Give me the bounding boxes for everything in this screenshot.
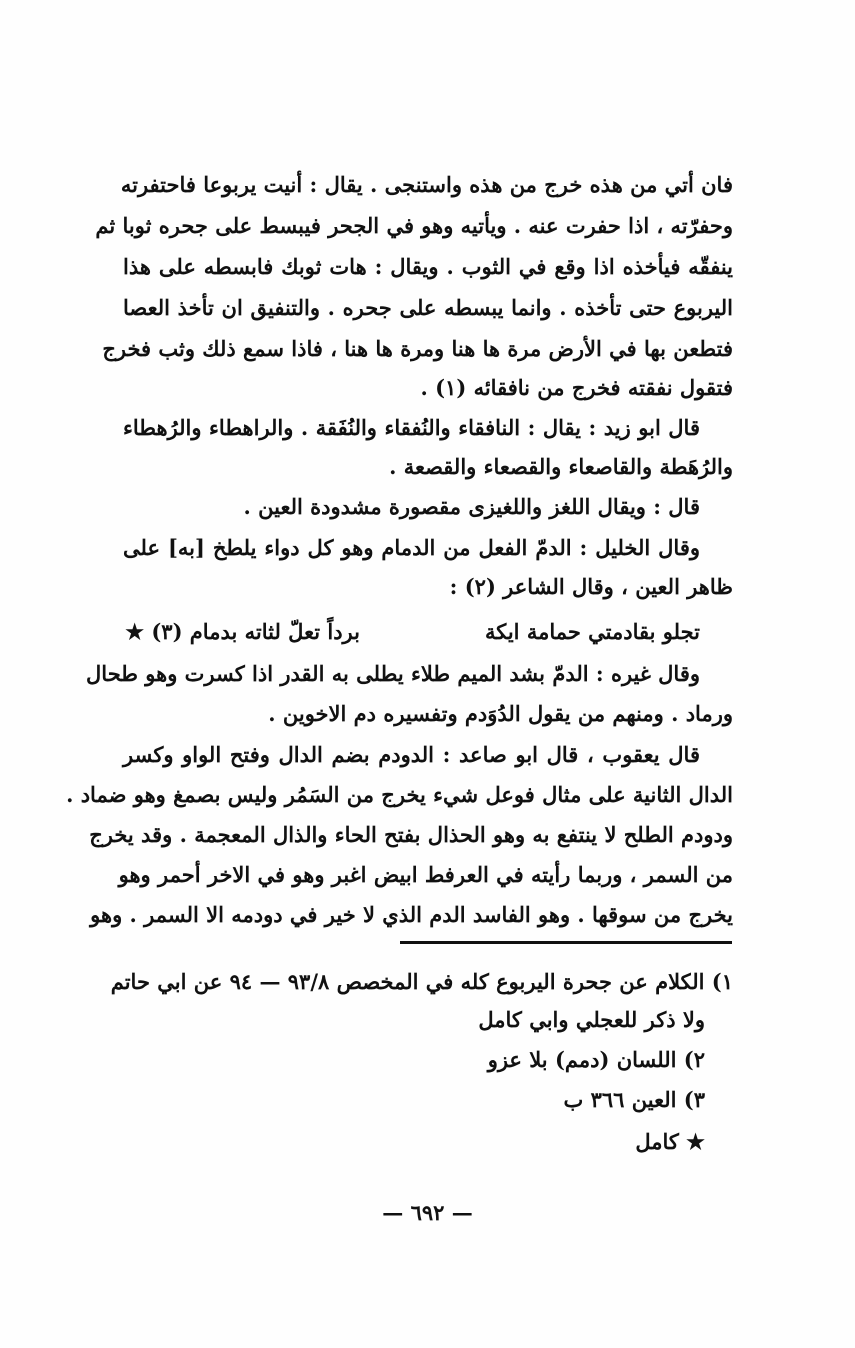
text-line-3: ينفقّه فيأخذه اذا وقع في الثوب . ويقال : هات ثوبك فابسطه على هذا bbox=[123, 254, 733, 279]
verse-hemistich-2: برداً تعلّ لثاته بدمام (٣) ★ bbox=[125, 619, 360, 644]
text-line-9: قال : ويقال اللغز واللغيزى مقصورة مشدودة العين . bbox=[243, 494, 700, 519]
text-line-6: فتقول نفقته فخرج من نافقائه (١) . bbox=[420, 375, 733, 400]
verse-hemistich-1: تجلو بقادمتي حمامة ايكة bbox=[484, 619, 700, 644]
text-line-18: يخرج من سوقها . وهو الفاسد الدم الذي لا خير في دودمه الا السمر . وهو bbox=[90, 902, 733, 927]
text-line-17: من السمر ، وربما رأيته في العرفط ابيض اغبر وهو في الاخر أحمر وهو bbox=[118, 862, 733, 887]
text-line-11: ظاهر العين ، وقال الشاعر (٢) : bbox=[449, 574, 733, 599]
text-line-10: وقال الخليل : الدمّ الفعل من الدمام وهو كل دواء يلطخ [به] على bbox=[123, 535, 700, 560]
footnote-2: ٢) اللسان (دمم) بلا عزو bbox=[487, 1047, 705, 1072]
text-line-16: ودودم الطلح لا ينتفع به وهو الحذال بفتح الحاء والذال المعجمة . وقد يخرج bbox=[89, 822, 733, 847]
text-line-14: قال يعقوب ، قال ابو صاعد : الدودم بضم الدال وفتح الواو وكسر bbox=[123, 742, 700, 767]
text-line-4: اليربوع حتى تأخذه . وانما يبسطه على جحره . والتنفيق ان تأخذ العصا bbox=[123, 295, 733, 320]
poetry-verse bbox=[110, 612, 700, 652]
footnote-separator bbox=[400, 941, 732, 944]
page-number: — ٦٩٢ — bbox=[382, 1200, 473, 1225]
text-line-1: فان أتي من هذه خرج من هذه واستنجى . يقال : أنيت يربوعا فاحتفرته bbox=[120, 172, 733, 197]
text-line-2: وحفرّته ، اذا حفرت عنه . ويأتيه وهو في الجحر فيبسط على جحره ثوبا ثم bbox=[95, 213, 733, 238]
footnote-1: ١) الكلام عن جحرة اليربوع كله في المخصص ٩٣/٨ — ٩٤ عن ابي حاتم bbox=[110, 969, 733, 994]
footnote-3: ٣) العين ٣٦٦ ب bbox=[563, 1087, 705, 1112]
text-line-12: وقال غيره : الدمّ بشد الميم طلاء يطلى به القدر اذا كسرت وهو طحال bbox=[86, 661, 700, 686]
footnote-star: ★ كامل bbox=[635, 1129, 705, 1154]
footnote-1-continued: ولا ذكر للعجلي وابي كامل bbox=[478, 1007, 705, 1032]
text-line-5: فتطعن بها في الأرض مرة ها هنا ومرة ها هنا ، فاذا سمع ذلك وثب فخرج bbox=[102, 336, 733, 361]
text-line-13: ورماد . ومنهم من يقول الدُوَدم وتفسيره دم الاخوين . bbox=[268, 701, 733, 726]
text-line-8: والرُهَطة والقاصعاء والقصعاء والقصعة . bbox=[389, 454, 733, 479]
text-line-15: الدال الثانية على مثال فوعل شيء يخرج من السَمُر وليس بصمغ وهو ضماد . bbox=[66, 782, 733, 807]
text-line-7: قال ابو زيد : يقال : النافقاء والنُفقاء والنُفَقة . والراهطاء والرُهطاء bbox=[123, 415, 700, 440]
